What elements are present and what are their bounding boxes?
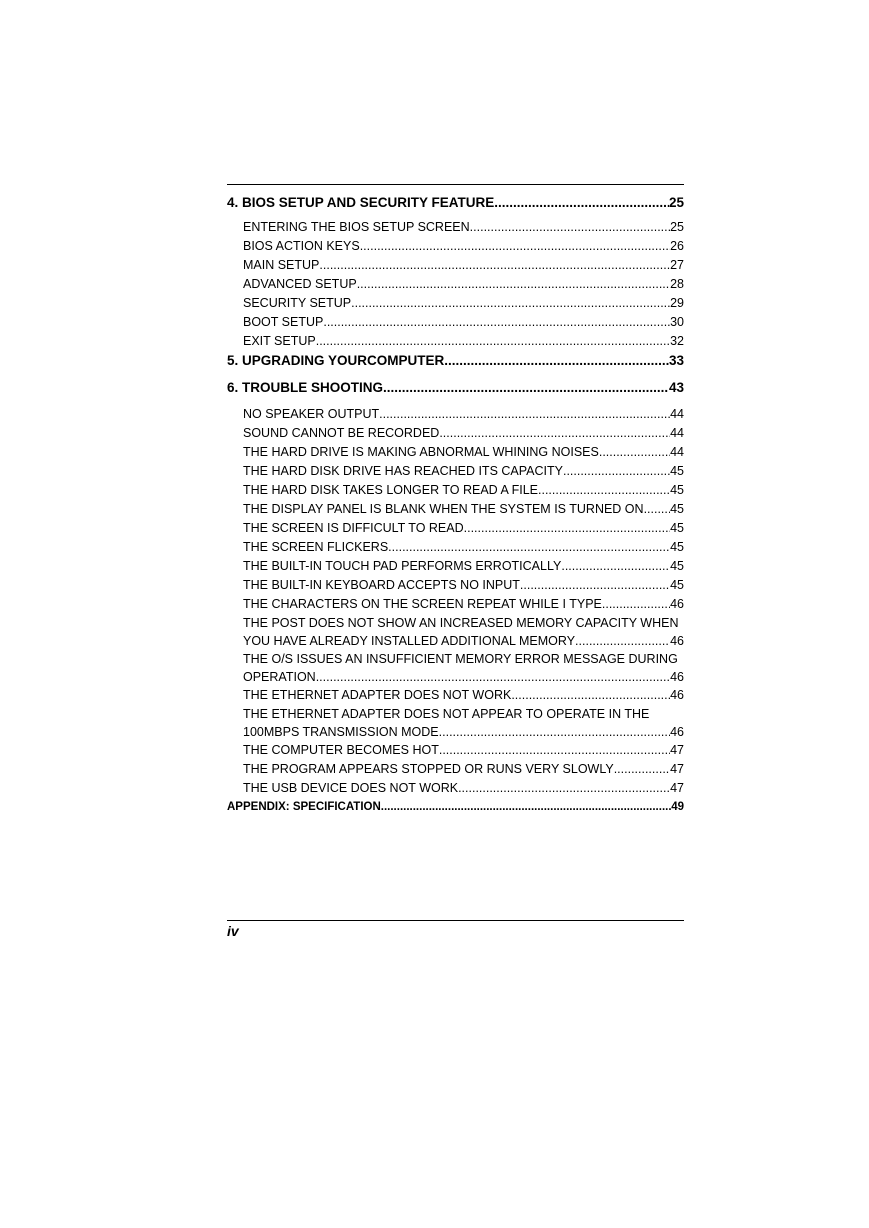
toc-page-number: 45 bbox=[670, 483, 684, 497]
toc-page-number: 46 bbox=[670, 688, 684, 702]
toc-section bbox=[227, 424, 684, 443]
dot-leader bbox=[439, 741, 670, 760]
toc-entry-title: THE DISPLAY PANEL IS BLANK WHEN THE SYSTEM IS TURNED ON bbox=[243, 502, 644, 516]
toc-page-number: 45 bbox=[670, 502, 684, 516]
dot-leader bbox=[464, 519, 670, 538]
toc-chapter-6 bbox=[227, 378, 684, 397]
toc-page bbox=[227, 0, 684, 1228]
toc-entry-title: THE HARD DISK TAKES LONGER TO READ A FILE bbox=[243, 483, 538, 497]
dot-leader bbox=[561, 557, 670, 576]
dot-leader bbox=[511, 686, 670, 705]
dot-leader bbox=[520, 576, 670, 595]
toc-page-number: 45 bbox=[670, 464, 684, 478]
toc-page-number: 44 bbox=[670, 426, 684, 440]
toc-page-number: 26 bbox=[670, 239, 684, 253]
toc-section bbox=[227, 705, 684, 741]
toc-page-number: 47 bbox=[670, 743, 684, 757]
toc-entry-title: MAIN SETUP bbox=[243, 258, 320, 272]
toc-section bbox=[227, 614, 684, 650]
toc-entry-title: ENTERING THE BIOS SETUP SCREEN bbox=[243, 220, 470, 234]
toc-entry-title-continued: OPERATION bbox=[243, 670, 316, 684]
dot-leader bbox=[538, 481, 670, 500]
toc-page-number: 27 bbox=[670, 258, 684, 272]
dot-leader bbox=[494, 193, 669, 212]
toc-entry-title: APPENDIX: SPECIFICATION bbox=[227, 801, 381, 813]
toc-page-number: 45 bbox=[670, 559, 684, 573]
toc-entry-title: THE CHARACTERS ON THE SCREEN REPEAT WHILE I TYPE. bbox=[243, 597, 606, 611]
dot-leader bbox=[323, 313, 670, 332]
toc-entry-title: 5. UPGRADING YOURCOMPUTER bbox=[227, 353, 445, 368]
dot-leader bbox=[444, 351, 669, 370]
toc-entry-title: THE ETHERNET ADAPTER DOES NOT APPEAR TO OPERATE IN THE bbox=[243, 707, 650, 721]
dot-leader bbox=[575, 632, 670, 650]
dot-leader bbox=[439, 723, 670, 741]
toc-entry-title: BIOS ACTION KEYS bbox=[243, 239, 360, 253]
toc-entry-title-continued: YOU HAVE ALREADY INSTALLED ADDITIONAL MEMORY bbox=[243, 634, 576, 648]
toc-page-number: 49 bbox=[671, 801, 684, 813]
footer-rule bbox=[227, 920, 684, 921]
toc-page-number: 46 bbox=[670, 597, 684, 611]
dot-leader bbox=[605, 595, 670, 614]
toc-page-number: 46 bbox=[670, 725, 684, 739]
toc-entry-title: THE BUILT-IN KEYBOARD ACCEPTS NO INPUT bbox=[243, 578, 520, 592]
dot-leader bbox=[379, 405, 670, 424]
toc-section bbox=[227, 256, 684, 275]
toc-entry-title: THE SCREEN IS DIFFICULT TO READ bbox=[243, 521, 464, 535]
toc-page-number: 47 bbox=[670, 762, 684, 776]
toc-section bbox=[227, 237, 684, 256]
toc-section bbox=[227, 519, 684, 538]
toc-section bbox=[227, 557, 684, 576]
toc-entry-title: THE USB DEVICE DOES NOT WORK bbox=[243, 781, 459, 795]
toc-section bbox=[227, 275, 684, 294]
toc-section bbox=[227, 462, 684, 481]
table-of-contents bbox=[227, 185, 684, 817]
dot-leader bbox=[357, 275, 670, 294]
toc-page-number: 25 bbox=[668, 195, 684, 210]
dot-leader bbox=[319, 256, 670, 275]
toc-section bbox=[227, 650, 684, 686]
toc-page-number: 28 bbox=[670, 277, 684, 291]
toc-page-number: 45 bbox=[670, 521, 684, 535]
toc-section bbox=[227, 576, 684, 595]
toc-page-number: 46 bbox=[670, 670, 684, 684]
toc-section bbox=[227, 332, 684, 351]
dot-leader bbox=[563, 462, 670, 481]
dot-leader bbox=[388, 538, 670, 557]
toc-entry-continuation bbox=[243, 668, 684, 686]
page-folio: iv bbox=[227, 923, 239, 939]
dot-leader bbox=[381, 798, 671, 817]
toc-entry-continuation bbox=[243, 632, 684, 650]
toc-page-number: 47 bbox=[670, 781, 684, 795]
dot-leader bbox=[644, 500, 671, 519]
dot-leader bbox=[351, 294, 670, 313]
toc-entry-title: THE ETHERNET ADAPTER DOES NOT WORK bbox=[243, 688, 512, 702]
toc-section bbox=[227, 218, 684, 237]
toc-entry-title: 6. TROUBLE SHOOTING bbox=[227, 380, 384, 395]
toc-entry-continuation bbox=[243, 723, 684, 741]
toc-entry-title: 4. BIOS SETUP AND SECURITY FEATURE bbox=[227, 195, 495, 210]
toc-entry-title: SECURITY SETUP bbox=[243, 296, 352, 310]
dot-leader bbox=[614, 760, 670, 779]
toc-section bbox=[227, 779, 684, 798]
dot-leader bbox=[316, 332, 670, 351]
dot-leader bbox=[470, 218, 670, 237]
toc-entry-title: ADVANCED SETUP bbox=[243, 277, 357, 291]
toc-page-number: 43 bbox=[668, 380, 684, 395]
toc-entry-title: THE COMPUTER BECOMES HOT bbox=[243, 743, 439, 757]
toc-entry-title: THE HARD DISK DRIVE HAS REACHED ITS CAPACITY bbox=[243, 464, 563, 478]
toc-entry-title: THE HARD DRIVE IS MAKING ABNORMAL WHINING NOISES bbox=[243, 445, 599, 459]
toc-page-number: 32 bbox=[670, 334, 684, 348]
toc-entry-title: SOUND CANNOT BE RECORDED bbox=[243, 426, 440, 440]
toc-entry-title: THE O/S ISSUES AN INSUFFICIENT MEMORY ERROR MESSAGE DURING bbox=[243, 652, 678, 666]
toc-chapter-5 bbox=[227, 351, 684, 370]
toc-appendix bbox=[227, 798, 684, 817]
toc-section bbox=[227, 500, 684, 519]
toc-page-number: 45 bbox=[670, 578, 684, 592]
toc-entry-title: THE BUILT-IN TOUCH PAD PERFORMS ERROTICALLY bbox=[243, 559, 562, 573]
toc-section bbox=[227, 760, 684, 779]
dot-leader bbox=[439, 424, 670, 443]
toc-section bbox=[227, 595, 684, 614]
toc-page-number: 25 bbox=[670, 220, 684, 234]
dot-leader bbox=[458, 779, 670, 798]
toc-page-number: 30 bbox=[670, 315, 684, 329]
toc-section bbox=[227, 313, 684, 332]
toc-page-number: 44 bbox=[670, 407, 684, 421]
dot-leader bbox=[316, 668, 670, 686]
toc-entry-title: THE PROGRAM APPEARS STOPPED OR RUNS VERY SLOWLY bbox=[243, 762, 614, 776]
dot-leader bbox=[599, 443, 670, 462]
toc-entry-title: EXIT SETUP bbox=[243, 334, 316, 348]
toc-chapter-4 bbox=[227, 193, 684, 212]
toc-page-number: 46 bbox=[670, 634, 684, 648]
toc-page-number: 29 bbox=[670, 296, 684, 310]
toc-section bbox=[227, 741, 684, 760]
toc-section bbox=[227, 538, 684, 557]
dot-leader bbox=[360, 237, 670, 256]
toc-section bbox=[227, 405, 684, 424]
toc-section bbox=[227, 481, 684, 500]
toc-page-number: 44 bbox=[670, 445, 684, 459]
toc-entry-title: THE POST DOES NOT SHOW AN INCREASED MEMORY CAPACITY WHEN bbox=[243, 616, 679, 630]
toc-entry-title: NO SPEAKER OUTPUT bbox=[243, 407, 380, 421]
toc-section bbox=[227, 443, 684, 462]
toc-section bbox=[227, 686, 684, 705]
toc-entry-title: BOOT SETUP bbox=[243, 315, 324, 329]
toc-page-number: 45 bbox=[670, 540, 684, 554]
toc-section bbox=[227, 294, 684, 313]
toc-entry-title: THE SCREEN FLICKERS bbox=[243, 540, 389, 554]
toc-entry-title-continued: 100MBPS TRANSMISSION MODE bbox=[243, 725, 439, 739]
toc-page-number: 33 bbox=[668, 353, 684, 368]
dot-leader bbox=[383, 378, 669, 397]
